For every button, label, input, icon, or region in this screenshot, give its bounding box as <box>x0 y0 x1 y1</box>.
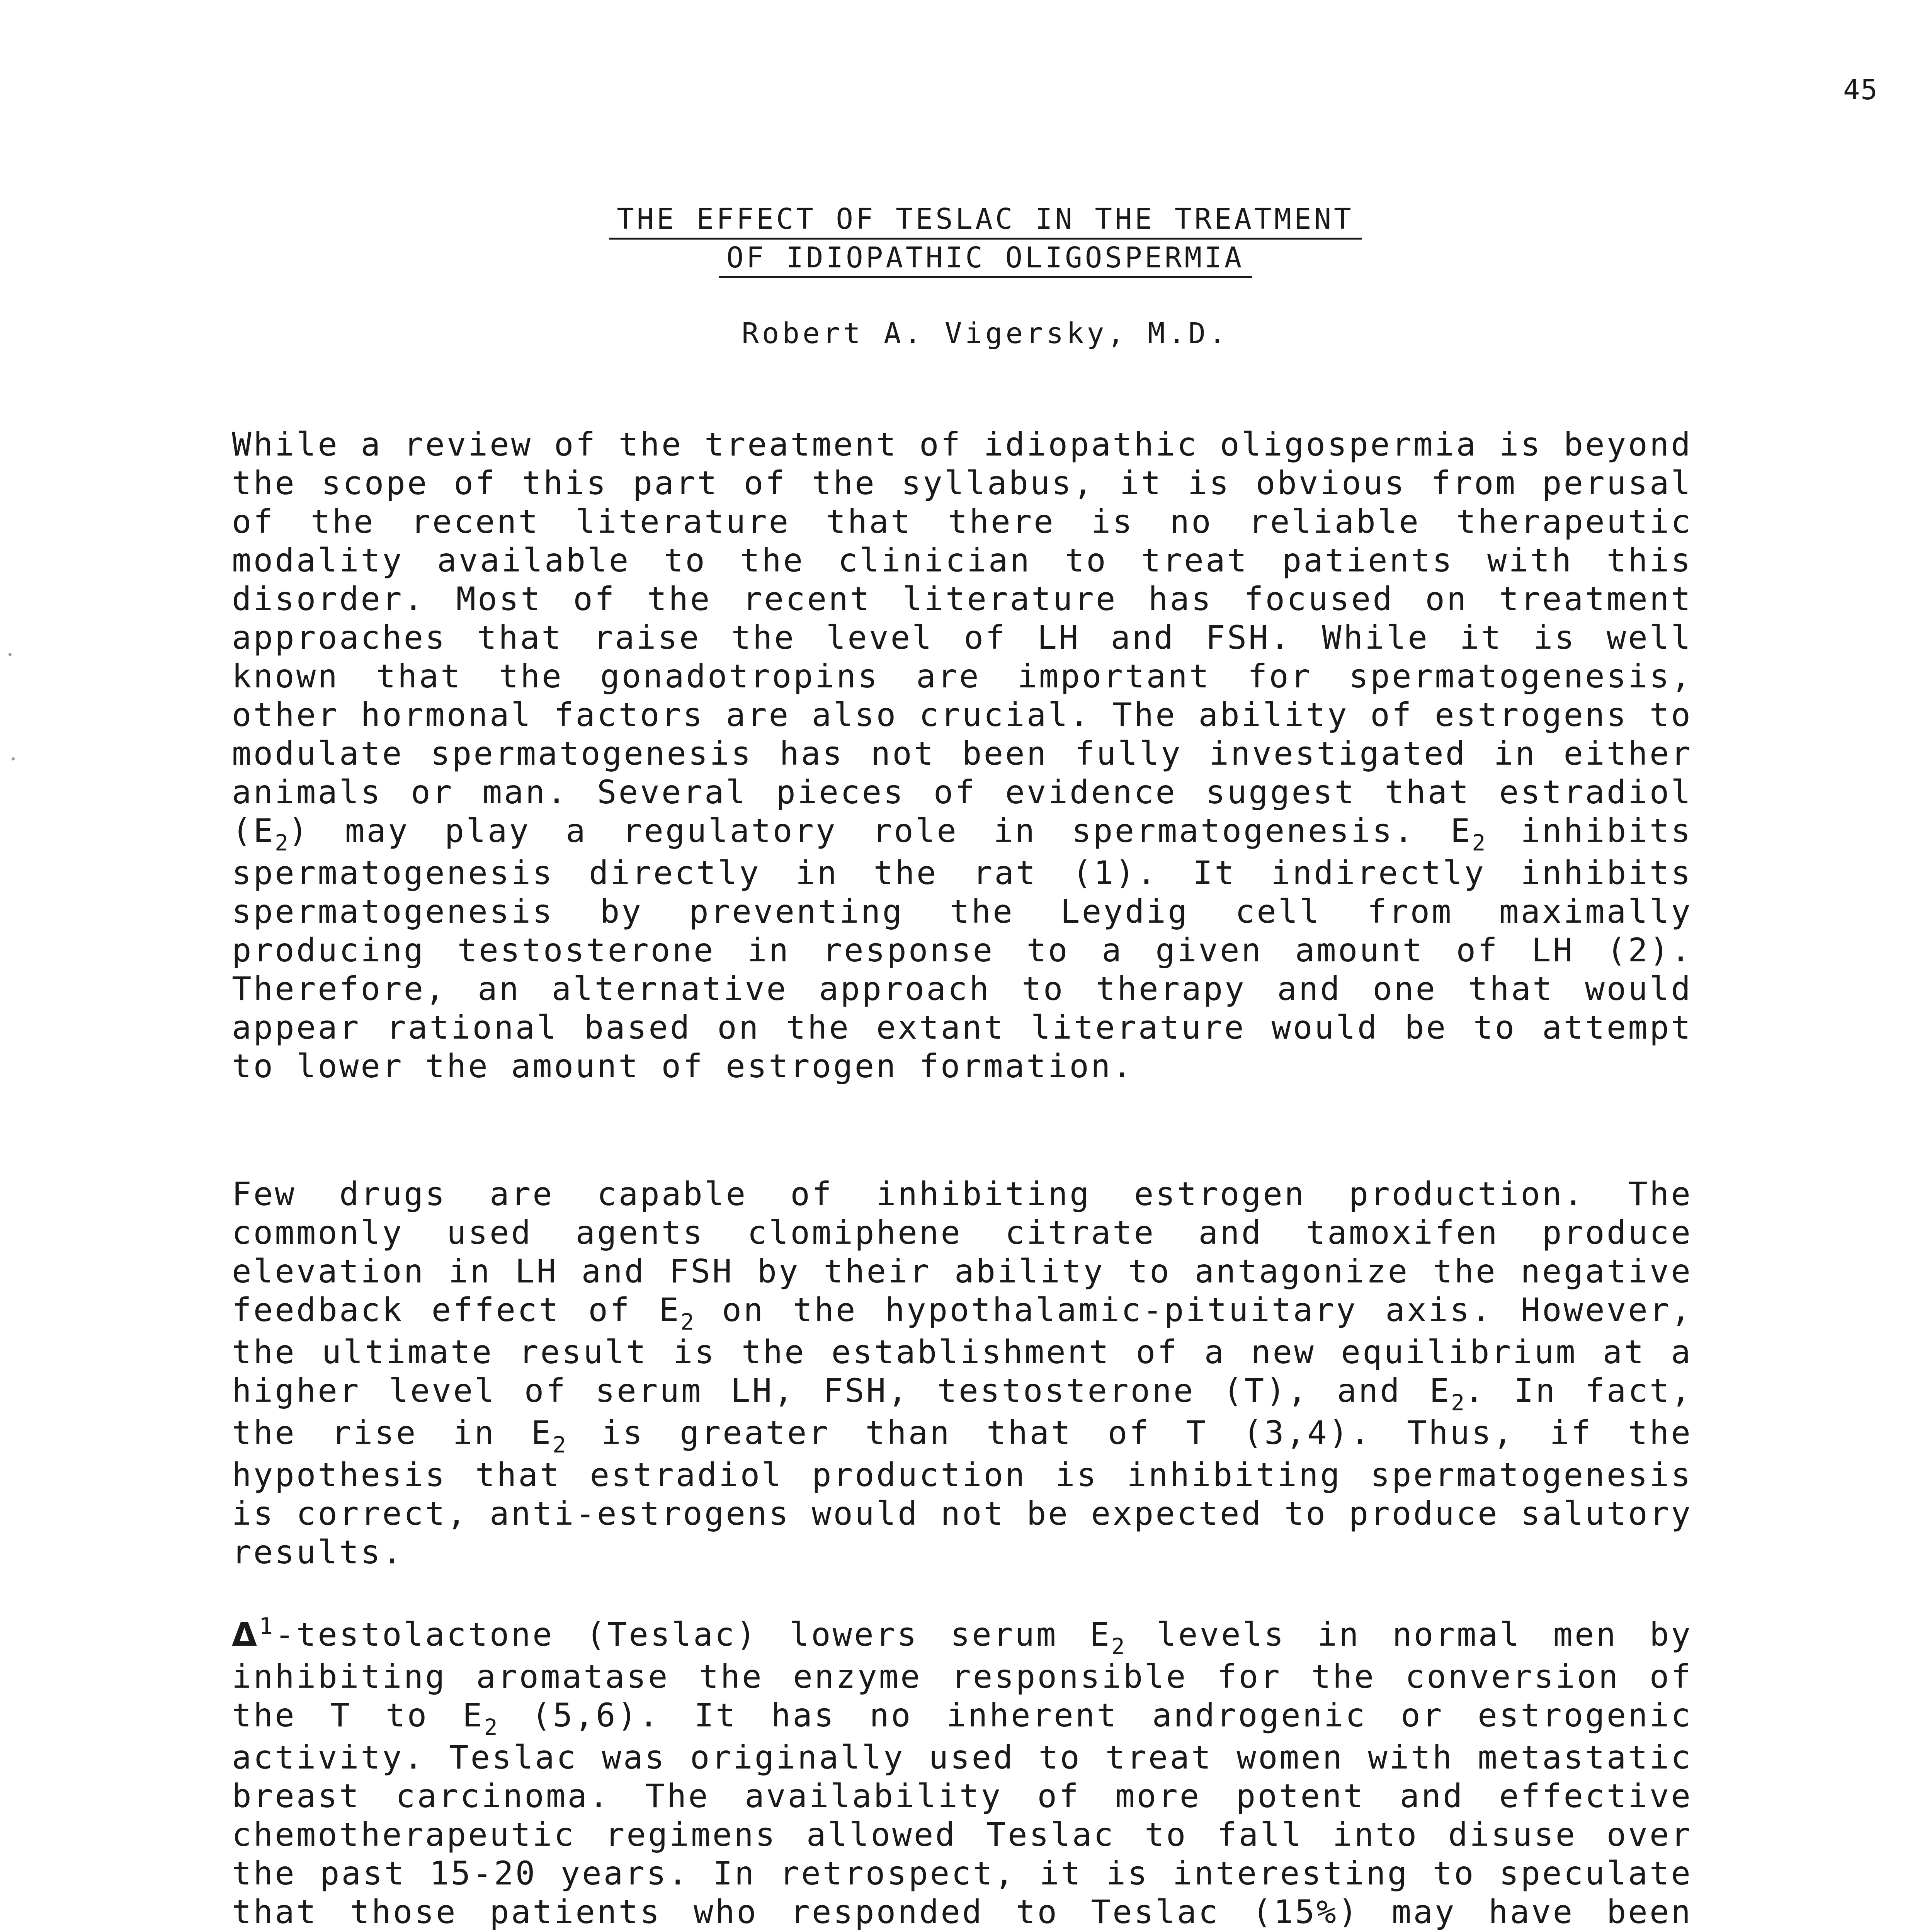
subscript: 2 <box>1451 1389 1465 1416</box>
paragraph-intro <box>232 425 1692 1085</box>
text-segment: -testolactone (Teslac) lowers serum E <box>275 1616 1111 1653</box>
text-segment: While a review of the treatment of idiopathic oligospermia is beyond the scope of this part of the syllabus, it is obvious from perusal of the recent literature that there is no reliable therapeutic modality available to the clinician to treat patients with this disorder. Most of the recent literature has focused on treatment approaches that raise the level of LH and FSH. While it is well known that the gonadotropins are important for spermatogenesis, other hormonal factors are also crucial. The ability of estrogens to modulate spermatogenesis has not been fully investigated in either animals or man. Several pieces of evidence suggest that estradiol (E <box>232 425 1692 850</box>
scan-speck <box>9 653 12 656</box>
scan-speck <box>12 757 15 760</box>
title-line-1: THE EFFECT OF TESLAC IN THE TREATMENT <box>609 201 1361 240</box>
text-segment: is greater than that of T (3,4). Thus, if the hypothesis that estradiol production is inhibiting spermatogenesis is correct, anti-estrogens would not be expected to produce salutory results. <box>232 1414 1692 1571</box>
subscript: 2 <box>1472 830 1486 856</box>
text-segment: ) may play a regulatory role in spermatogenesis. E <box>288 812 1472 850</box>
author: Robert A. Vigersky, M.D. <box>742 317 1229 350</box>
text-segment: levels in normal men by inhibiting aromatase the enzyme responsible for the conversion of the T to E <box>232 1616 1693 1734</box>
subscript: 2 <box>1111 1633 1125 1660</box>
subscript: 2 <box>553 1432 566 1458</box>
subscript: 2 <box>484 1714 498 1740</box>
text-segment: Few drugs are capable of inhibiting estrogen production. The commonly used agents clomiphene citrate and tamoxifen produce elevation in LH and FSH by their ability to antagonize the negative feedback effect of E <box>232 1175 1692 1329</box>
paragraph-antiestrogens <box>232 1175 1692 1571</box>
title-block <box>386 201 1584 278</box>
title-line-2: OF IDIOPATHIC OLIGOSPERMIA <box>719 240 1252 278</box>
delta-symbol: Δ <box>232 1616 259 1653</box>
subscript: 2 <box>680 1309 694 1335</box>
superscript: 1 <box>259 1613 275 1640</box>
page-number: 45 <box>1843 73 1878 106</box>
text-segment: on the hypothalamic-pituitary axis. However, the ultimate result is the establishment of a new equilibrium at a higher level of serum LH, FSH, testosterone (T), and E <box>232 1291 1692 1410</box>
text-segment: . In fact, the rise in E <box>232 1372 1692 1452</box>
paragraph-teslac <box>232 1615 1692 1932</box>
subscript: 2 <box>275 830 289 856</box>
text-segment: (5,6). It has no inherent androgenic or estrogenic activity. Teslac was originally used to treat women with metastatic breast carcinoma. The availability of more potent and effective chemotherapeutic regimens allowed Teslac to fall into disuse over the past 15-20 years. In retrospect, it is interesting to speculate that those patients who responded to Teslac (15%) may have been <box>232 1696 1692 1931</box>
text-segment: inhibits spermatogenesis directly in the rat (1). It indirectly inhibits spermatogenesis by preventing the Leydig cell from maximally producing testosterone in response to a given amount of LH (2). Therefore, an alternative approach to therapy and one that would appear rational based on the extant literature would be to attempt to lower the amount of estrogen formation. <box>232 812 1692 1085</box>
